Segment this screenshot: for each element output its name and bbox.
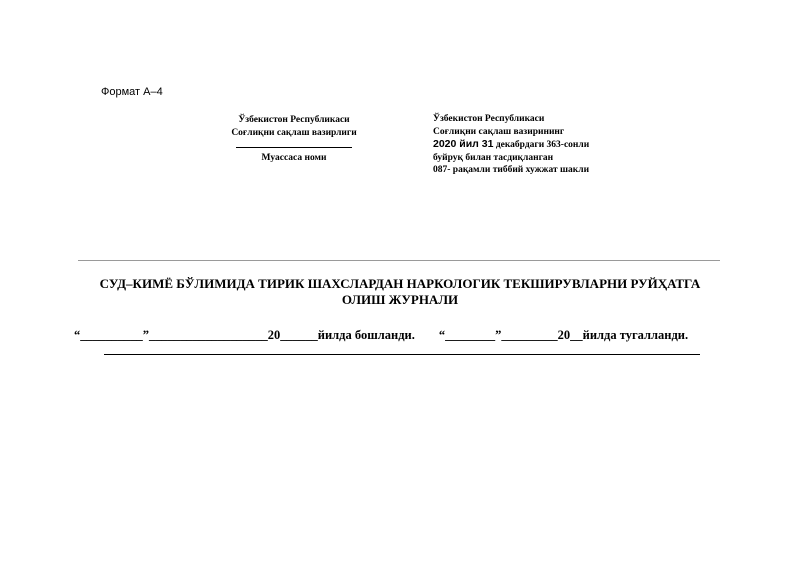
left-header-block xyxy=(222,114,366,165)
right-header-approved: буйруқ билан тасдиқланган xyxy=(433,152,554,163)
title-line-2: ОЛИШ ЖУРНАЛИ xyxy=(341,292,459,307)
right-header-order-line xyxy=(433,138,589,152)
institution-name-blank-line xyxy=(236,143,352,148)
right-header-block xyxy=(433,113,589,177)
format-label: Формат А–4 xyxy=(101,86,163,98)
right-header-republic: Ўзбекистон Республикаси xyxy=(433,114,545,124)
horizontal-divider xyxy=(78,260,720,261)
left-header-republic: Ўзбекистон Республикаси xyxy=(238,115,350,125)
document-title xyxy=(60,276,740,308)
right-header-form-number: 087- рақамли тиббий хужжат шакли xyxy=(433,165,590,175)
order-date: 2020 йил 31 xyxy=(433,138,494,150)
bottom-underline xyxy=(104,354,700,355)
end-date-field: “________”_________20__йилда тугалланди. xyxy=(438,328,689,342)
journal-dates-line xyxy=(74,328,734,343)
institution-name-label: Муассаса номи xyxy=(261,153,327,163)
right-header-minister: Соғлиқни сақлаш вазирининг xyxy=(433,126,565,137)
order-number: декабрдаги 363-сонли xyxy=(493,140,590,150)
start-date-field: “__________”___________________20______йилда бошланди. xyxy=(74,328,415,342)
title-line-1: СУД–КИМЁ БЎЛИМИДА ТИРИК ШАХСЛАРДАН НАРКОЛОГИК ТЕКШИРУВЛАРНИ РУЙҲАТГА xyxy=(99,276,701,291)
left-header-ministry: Соғлиқни сақлаш вазирлиги xyxy=(231,128,357,138)
